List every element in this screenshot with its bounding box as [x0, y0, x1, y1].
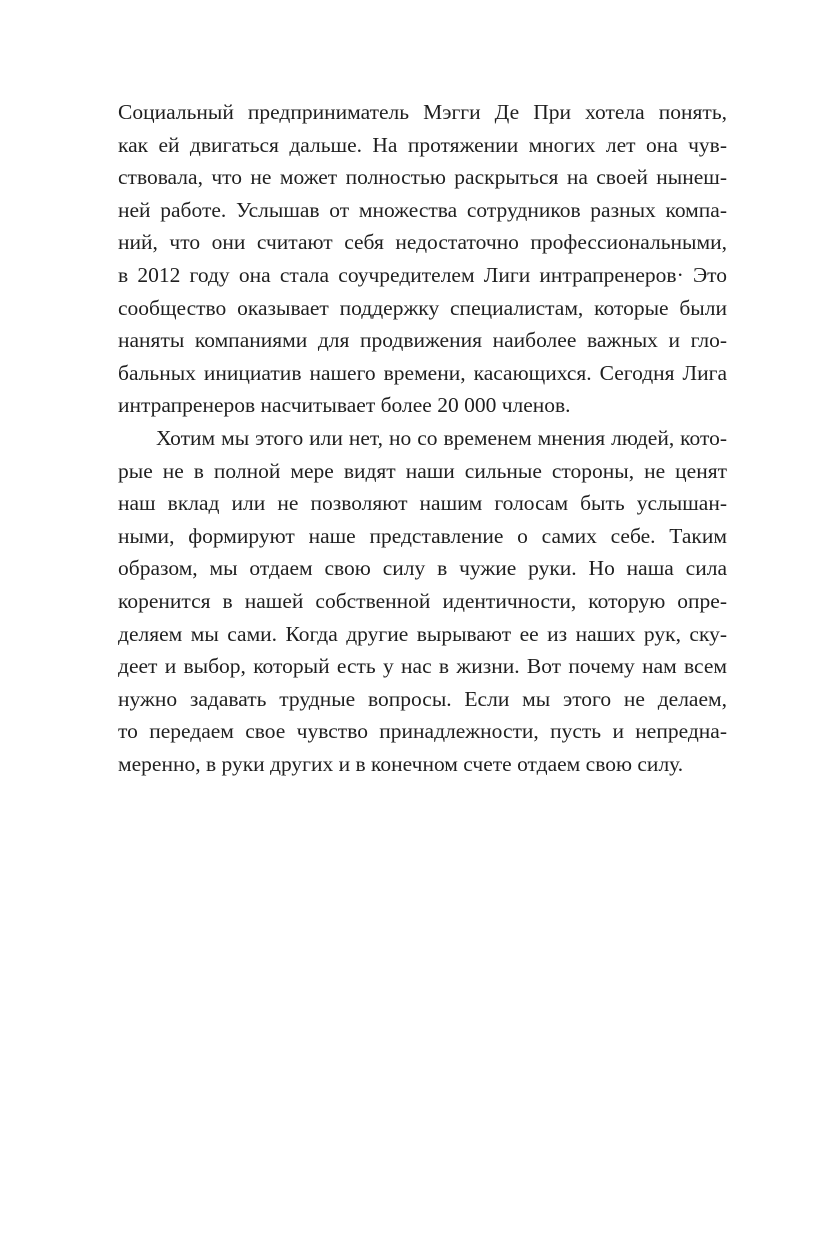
text-line: меренно, в руки других и в конечном счете отдаем свою силу. — [118, 751, 684, 776]
text-line: коренится в нашей собственной идентичности, которую опре- — [118, 588, 727, 613]
text-line: рые не в полной мере видят наши сильные стороны, не ценят — [118, 458, 727, 483]
text-line: деляем мы сами. Когда другие вырывают ее из наших рук, ску- — [118, 621, 727, 646]
text-line: сообщество оказывает поддержку специалистам, которые были — [118, 295, 727, 320]
text-line: образом, мы отдаем свою силу в чужие руки. Но наша сила — [118, 556, 727, 581]
text-line: ней работе. Услышав от множества сотрудников разных компа- — [118, 197, 727, 222]
text-line: Хотим мы этого или нет, но со временем мнения людей, кото- — [156, 425, 727, 450]
paragraph-1 — [118, 96, 727, 422]
text-line: то передаем свое чувство принадлежности, пусть и непредна- — [118, 719, 727, 744]
text-line: ний, что они считают себя недостаточно профессиональными, — [118, 230, 727, 255]
text-line: интрапренеров насчитывает более 20 000 членов. — [118, 393, 571, 418]
text-line: в 2012 году она стала соучредителем Лиги интрапренеров· Это — [118, 262, 727, 287]
text-line: бальных инициатив нашего времени, касающихся. Сегодня Лига — [118, 360, 727, 385]
text-line: Социальный предприниматель Мэгги Де При хотела понять, — [118, 100, 727, 124]
text-line: наш вклад или не позволяют нашим голосам быть услышан- — [118, 491, 727, 516]
page-body — [118, 96, 727, 780]
text-line: деет и выбор, который есть у нас в жизни. Вот почему нам всем — [118, 654, 727, 679]
text-line: ными, формируют наше представление о самих себе. Таким — [118, 523, 727, 548]
text-line: как ей двигаться дальше. На протяжении многих лет она чув- — [118, 132, 727, 157]
paragraph-2 — [118, 422, 727, 781]
text-line: наняты компаниями для продвижения наиболее важных и гло- — [118, 328, 727, 353]
text-line: ствовала, что не может полностью раскрыться на своей нынеш- — [118, 165, 727, 190]
text-line: нужно задавать трудные вопросы. Если мы этого не делаем, — [118, 686, 727, 711]
